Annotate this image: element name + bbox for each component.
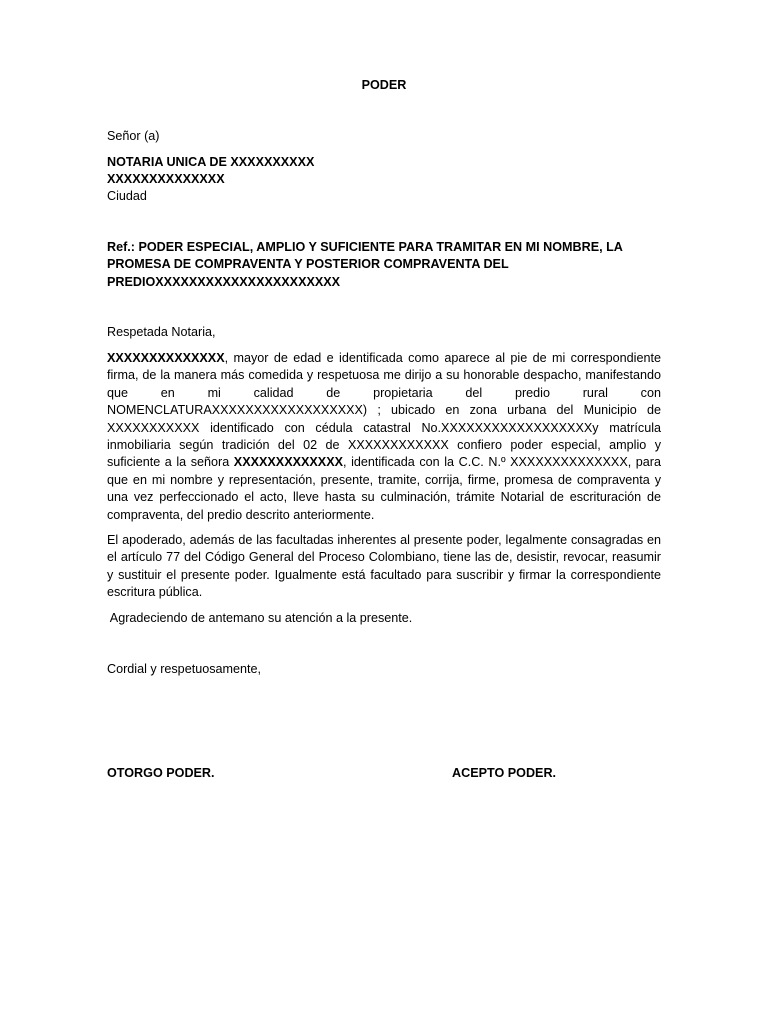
recipient-city: Ciudad xyxy=(107,189,147,203)
greeting: Respetada Notaria, xyxy=(107,325,216,339)
signature-attorney-label: ACEPTO PODER. xyxy=(452,766,557,780)
signature-grantor-label: OTORGO PODER. xyxy=(107,766,215,780)
recipient-line-1: NOTARIA UNICA DE XXXXXXXXXX xyxy=(107,155,315,169)
attorney-name: XXXXXXXXXXXXX xyxy=(233,455,343,470)
paragraph-text-a: , mayor de edad e identificada como aparece al pie de mi correspondiente firma, de la manera más comedida y respetuosa me dirijo a su honorable despacho, manifestando que en mi calidad de propietaria del predio rural con NOMENCLATURAXXXXXXXXXXXXXXXXXX) ; ubicado en zona urbana del Municipio de XXXXXXXXXXX identificado con cédula catastral No.XXXXXXXXXXXXXXXXXXy matrícula inmobiliaria según tradición del 02 de XXXXXXXXXXXX confiero poder especial, amplio y suficiente a la señora xyxy=(107,351,661,470)
salutation-to: Señor (a) xyxy=(107,129,160,143)
grantor-name: XXXXXXXXXXXXXX xyxy=(107,351,225,365)
paragraph-attorney-faculties: El apoderado, además de las facultadas inherentes al presente poder, legalmente consagradas en el artículo 77 del Código General del Proceso Colombiano, tiene las de, desistir, revocar, reasumir y sustituir el presente poder. Igualmente está facultado para suscribir y firmar la correspondiente escritura pública. xyxy=(107,533,661,600)
thanks-line: Agradeciendo de antemano su atención a la presente. xyxy=(107,611,413,625)
document-title: PODER xyxy=(361,78,407,92)
recipient-line-2: XXXXXXXXXXXXXX xyxy=(107,172,225,186)
paragraph-text-b: , identificada con la C.C. N.º XXXXXXXXXXXXXX, para que en mi nombre y representación, presente, tramite, corrija, firme, promesa de compraventa y una vez perfeccionado el acto, lleve hasta su culminación, trámite Notarial de escrituración de compraventa, del predio descrito anteriormente. xyxy=(107,455,661,522)
reference-heading: Ref.: PODER ESPECIAL, AMPLIO Y SUFICIENTE PARA TRAMITAR EN MI NOMBRE, LA PROMESA DE COMPRAVENTA Y POSTERIOR COMPRAVENTA DEL PREDIOXXXXXXXXXXXXXXXXXXXXXX xyxy=(107,240,623,289)
closing-line: Cordial y respetuosamente, xyxy=(107,662,262,676)
paragraph-power-grant xyxy=(107,350,661,524)
